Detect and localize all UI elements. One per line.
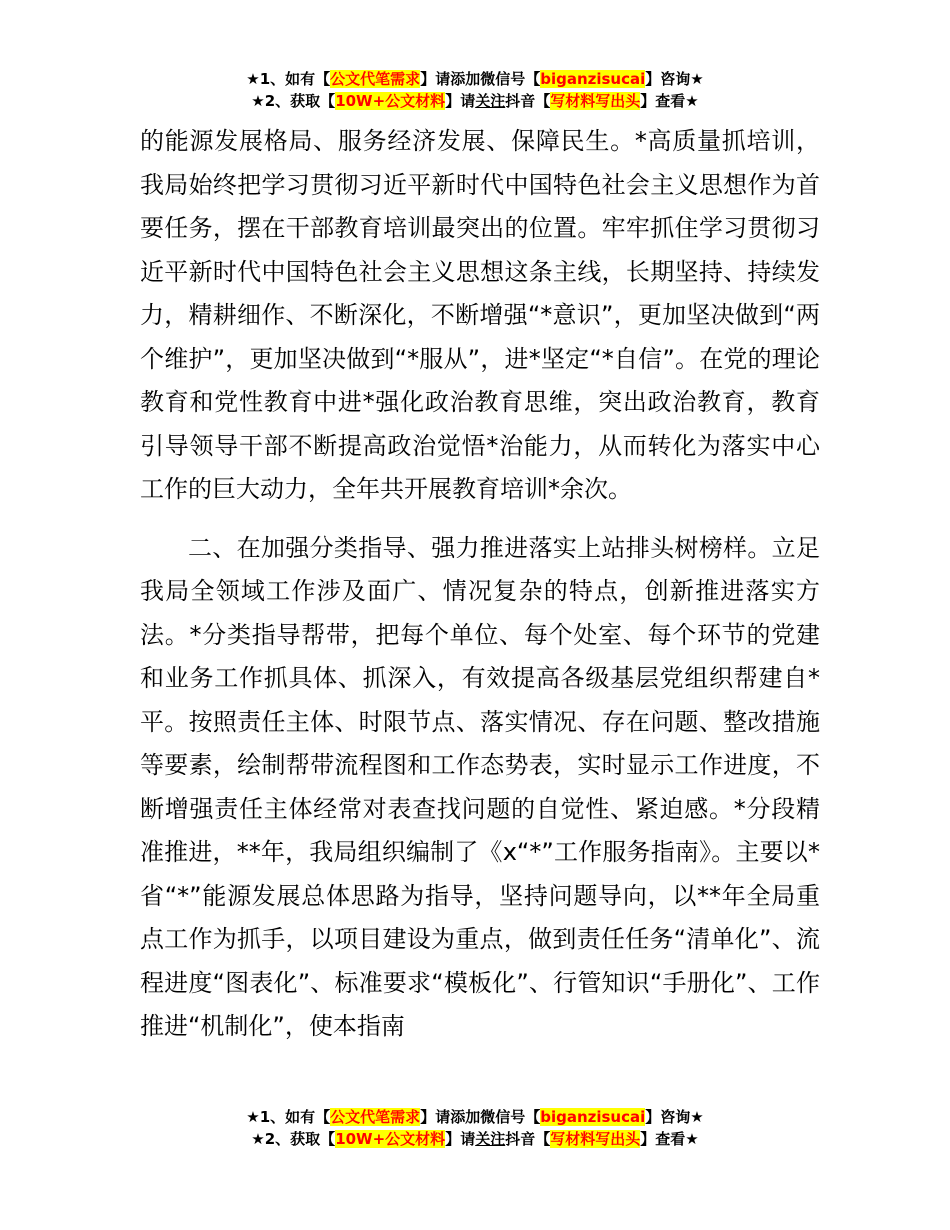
banner-text: ★1、如有【 (246, 70, 331, 88)
banner-highlight: 公文代笔需求 (330, 70, 421, 88)
banner-highlight: 写材料写出头 (550, 92, 641, 110)
banner-highlight: 10W+公文材料 (335, 92, 446, 110)
banner-highlight: 公文代笔需求 (330, 1108, 421, 1126)
banner-text: 】咨询★ (645, 1108, 704, 1126)
banner-text: 】请 (445, 92, 476, 110)
body-paragraph: 的能源发展格局、服务经济发展、保障民生。*高质量抓培训，我局始终把学习贯彻习近平新时代中国特色社会主义思想作为首要任务，摆在干部教育培训最突出的位置。牢牢抓住学习贯彻习近平新时代中国特色社会主义思想这条主线，长期坚持、持续发力，精耕细作、不断深化，不断增强“*意识”，更加坚决做到“两个维护”，更加坚决做到“*服从”，进*坚定“*自信”。在党的理论教育和党性教育中进*强化政治教育思维，突出政治教育，教育引导领导干部不断提高政治觉悟*治能力，从而转化为落实中心工作的巨大动力，全年共开展教育培训*余次。 (140, 127, 820, 503)
body-paragraph: 二、在加强分类指导、强力推进落实上站排头树榜样。立足我局全领域工作涉及面广、情况复杂的特点，创新推进落实方法。*分类指导帮带，把每个单位、每个处室、每个环节的党建和业务工作抓具体、抓深入，有效提高各级基层党组织帮建自*平。按照责任主体、时限节点、落实情况、存在问题、整改措施等要素，绘制帮带流程图和工作态势表，实时显示工作进度，不断增强责任主体经常对表查找问题的自觉性、紧迫感。*分段精准推进，**年，我局组织编制了《x“*”工作服务指南》。主要以*省“*”能源发展总体思路为指导，坚持问题导向，以**年全局重点工作为抓手，以项目建设为重点，做到责任任务“清单化”、流程进度“图表化”、标准要求“模板化”、行管知识“手册化”、工作推进“机制化”，使本指南 (140, 533, 820, 1040)
banner-highlight: biganzisucai (540, 70, 646, 88)
banner-line-2 (0, 90, 950, 112)
banner-highlight: 10W+公文材料 (335, 1130, 446, 1148)
banner-text: ★1、如有【 (246, 1108, 331, 1126)
header-banner (0, 68, 950, 112)
banner-text: ★2、获取【 (251, 92, 336, 110)
footer-banner (0, 1106, 950, 1150)
banner-text: ★2、获取【 (251, 1130, 336, 1148)
banner-text: 】咨询★ (645, 70, 704, 88)
banner-line-1 (0, 68, 950, 90)
banner-underlined-text: 关注 (475, 92, 506, 110)
banner-text: 】查看★ (640, 1130, 699, 1148)
banner-text: 抖音【 (505, 1130, 551, 1148)
banner-highlight: biganzisucai (540, 1108, 646, 1126)
banner-text: 】查看★ (640, 92, 699, 110)
banner-text: 】请添加微信号【 (420, 1108, 541, 1126)
banner-underlined-text: 关注 (475, 1130, 506, 1148)
document-body (140, 120, 820, 1049)
banner-highlight: 写材料写出头 (550, 1130, 641, 1148)
banner-text: 抖音【 (505, 92, 551, 110)
banner-text: 】请添加微信号【 (420, 70, 541, 88)
banner-line-2 (0, 1128, 950, 1150)
banner-text: 】请 (445, 1130, 476, 1148)
banner-line-1 (0, 1106, 950, 1128)
